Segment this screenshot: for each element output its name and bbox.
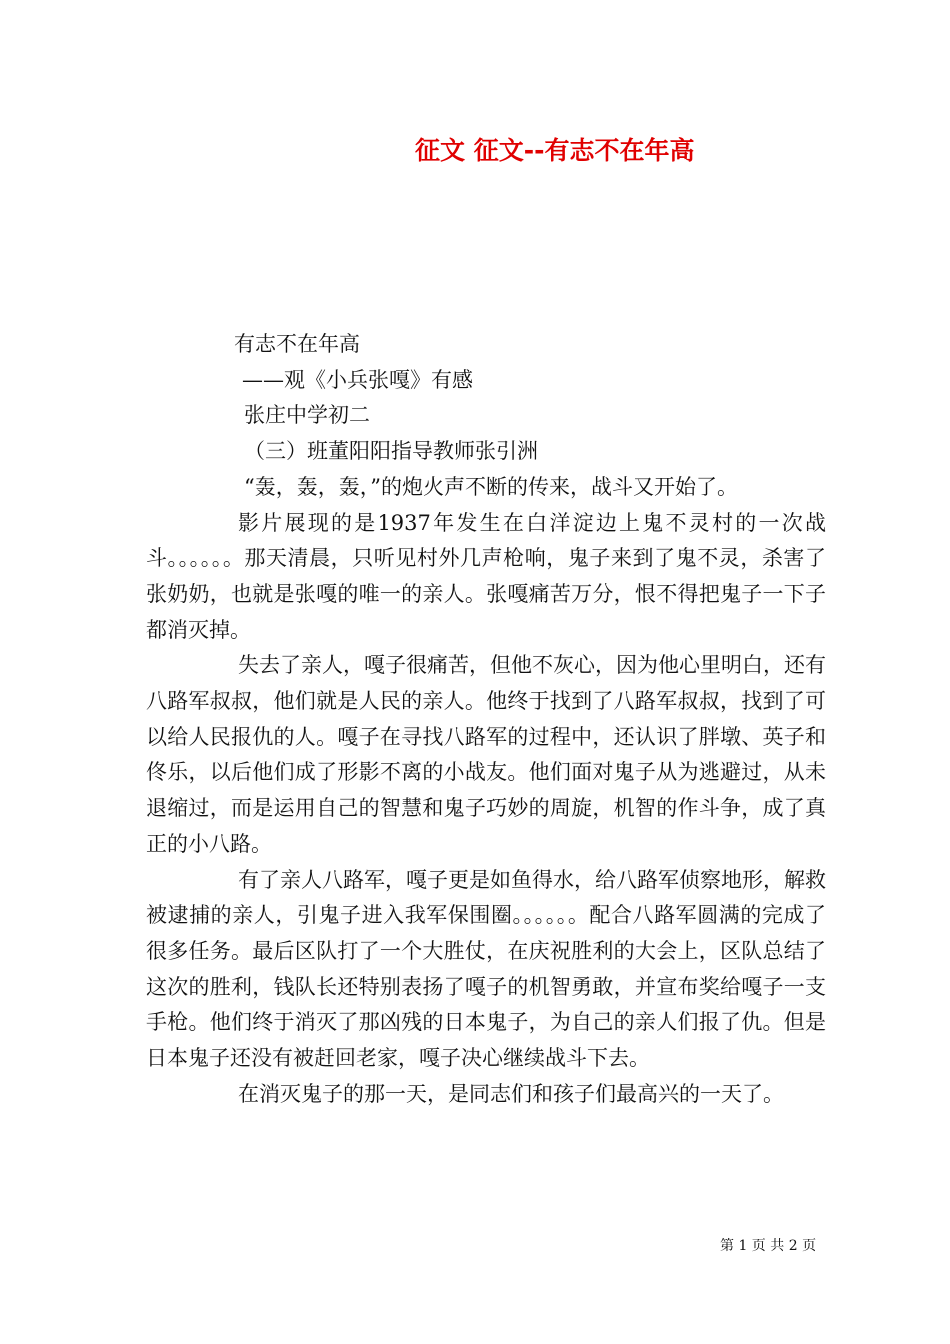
paragraph-3: 失去了亲人，嘎子很痛苦，但他不灰心，因为他心里明白，还有八路军叔叔，他们就是人民的亲人。他终于找到了八路军叔叔，找到了可以给人民报仇的人。嘎子在寻找八路军的过程中，还认识了胖墩、英子和佟乐，以后他们成了形影不离的小战友。他们面对鬼子从为逃避过，从未退缩过，而是运用自己的智慧和鬼子巧妙的周旋，机智的作斗争，成了真正的小八路。 (146, 653, 826, 856)
paragraph-5: 在消灭鬼子的那一天，是同志们和孩子们最高兴的一天了。 (238, 1081, 784, 1106)
paragraph-2: 影片展现的是1937年发生在白洋淀边上鬼不灵村的一次战斗。。。。。。那天清晨，只听见村外几声枪响，鬼子来到了鬼不灵，杀害了张奶奶，也就是张嘎的唯一的亲人。张嘎痛苦万分，恨不得把鬼子一下子都消灭掉。 (146, 510, 826, 642)
document-title: 征文 征文--有志不在年高 (415, 136, 695, 165)
essay-subtitle: ——观《小兵张嘎》有感 (242, 367, 473, 392)
paragraph-opening: “轰，轰，轰，”的炮火声不断的传来，战斗又开始了。 (244, 474, 738, 499)
school-line: 张庄中学初二 (244, 403, 370, 428)
document-body (146, 327, 826, 1112)
essay-heading: 有志不在年高 (234, 332, 360, 356)
author-line: （三）班董阳阳指导教师张引洲 (244, 439, 538, 464)
page-footer: 第 1 页 共 2 页 (720, 1238, 817, 1254)
paragraph-4: 有了亲人八路军，嘎子更是如鱼得水，给八路军侦察地形，解救被逮捕的亲人，引鬼子进入我军保围圈。。。。。。配合八路军圆满的完成了很多任务。最后区队打了一个大胜仗，在庆祝胜利的大会上，区队总结了这次的胜利，钱队长还特别表扬了嘎子的机智勇敢，并宣布奖给嘎子一支手枪。他们终于消灭了那凶残的日本鬼子，为自己的亲人们报了仇。但是日本鬼子还没有被赶回老家，嘎子决心继续战斗下去。 (146, 867, 826, 1071)
